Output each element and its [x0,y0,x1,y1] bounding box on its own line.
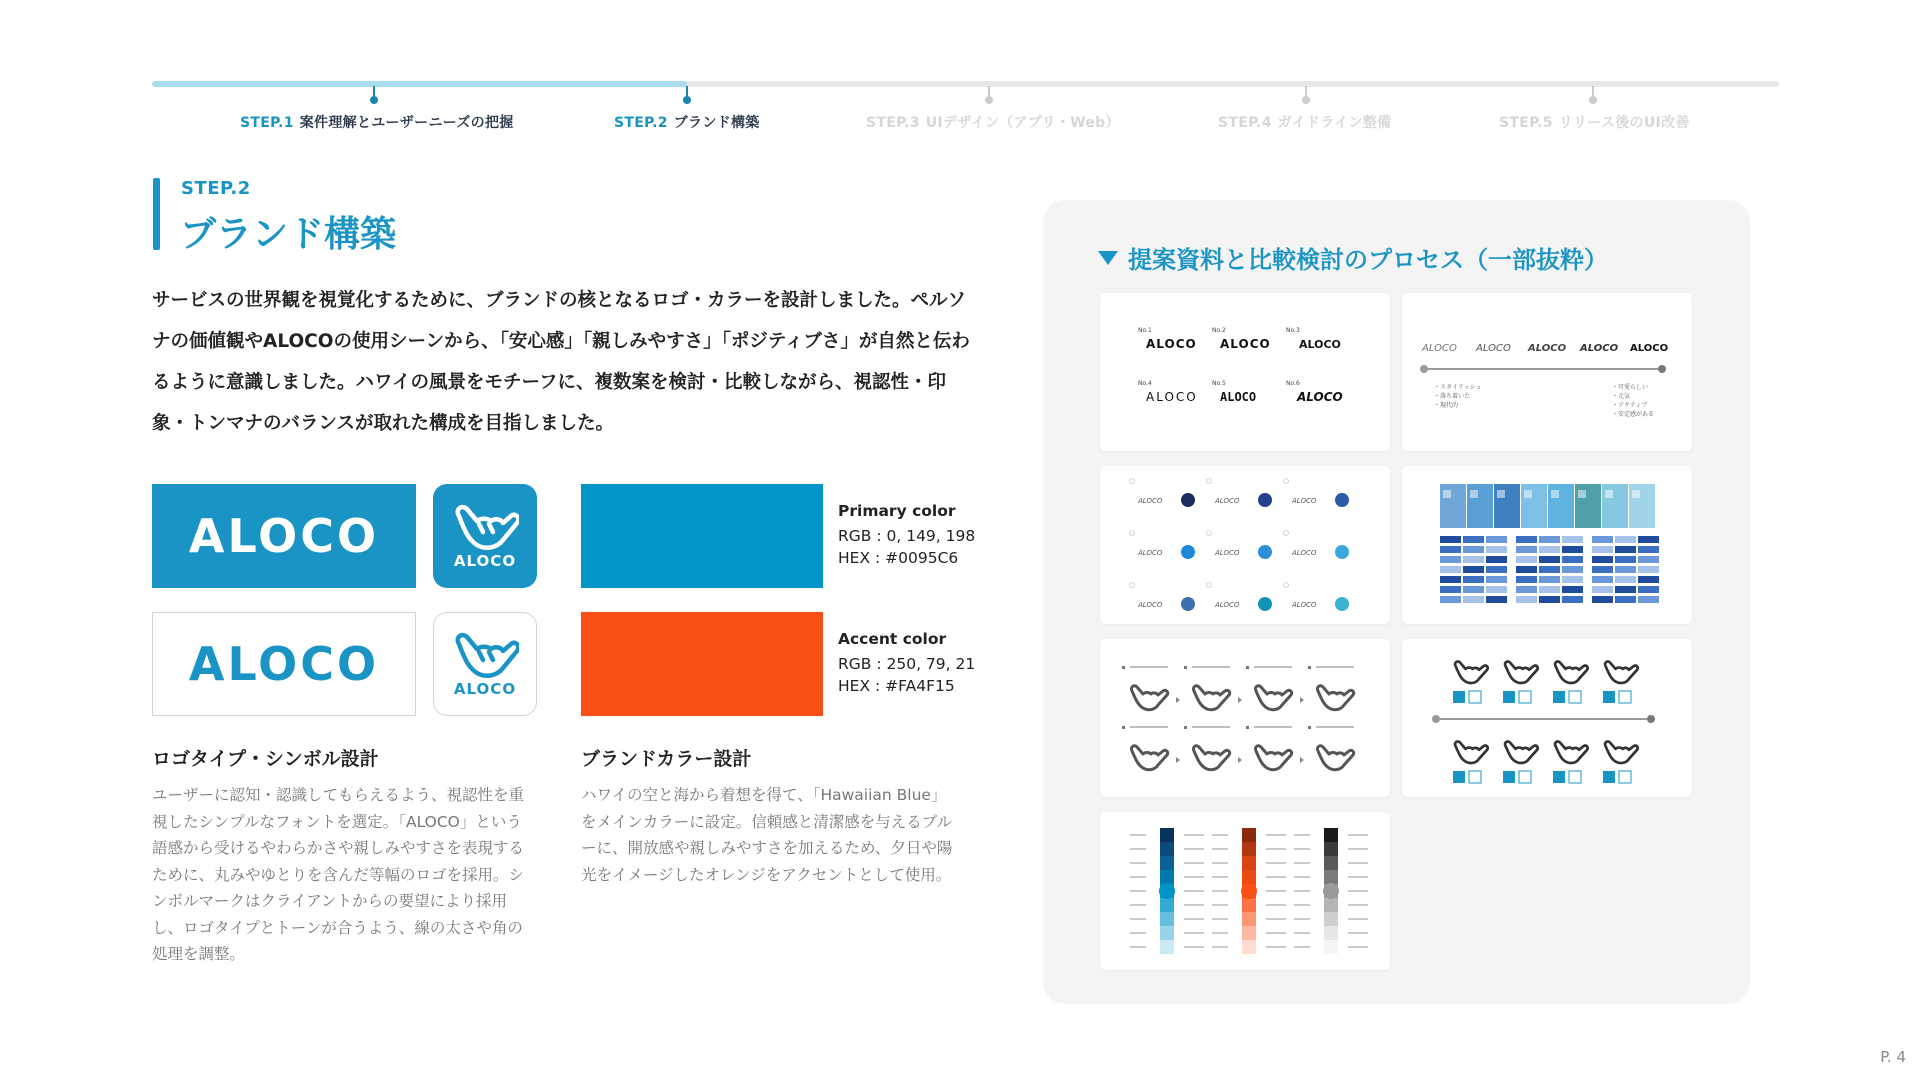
mood-swatch [1638,586,1659,593]
palette-swatch [1242,870,1256,884]
primary-color-info [838,500,975,569]
palette-main-dot [1323,883,1339,899]
candidate-logo: ALOCO [1220,390,1257,404]
mood-photo-icon [1551,490,1559,498]
mood-swatch [1539,546,1560,553]
palette-swatch [1160,912,1174,926]
mood-swatch [1539,566,1560,573]
shaka-hand-icon [1605,742,1638,764]
mood-swatch [1516,596,1537,603]
scale-note: ・スタイリッシュ [1434,384,1482,391]
mood-swatch [1539,576,1560,583]
step-3-marker [988,86,990,100]
palette-swatch [1160,856,1174,870]
arrow-icon [1176,697,1180,703]
sketch-marker [1308,726,1311,729]
candidate-no: No.4 [1138,380,1152,387]
palette-swatch [1242,828,1256,842]
mood-swatch [1463,586,1484,593]
symbol-swatch [1619,691,1631,703]
mood-swatch [1440,566,1461,573]
mood-swatch [1440,576,1461,583]
color-dot [1258,545,1272,559]
option-logo: ALOCO [1215,601,1240,609]
mood-swatch [1463,596,1484,603]
mood-swatch [1440,536,1461,543]
option-marker [1130,583,1135,588]
step-text: ブランド構築 [673,115,760,131]
palette-swatch [1324,926,1338,940]
heading-accent-bar [153,178,160,250]
mood-swatch [1592,546,1613,553]
logotype-text: ALOCO [188,509,380,563]
color-section-title: ブランドカラー設計 [581,748,752,770]
shaka-hand-icon [451,630,519,682]
shaka-hand-icon [1193,746,1229,770]
progress-track [152,81,1779,87]
sketch-marker [1246,726,1249,729]
step-1-label[interactable] [240,112,514,132]
color-dot [1181,545,1195,559]
logotype-blue [152,484,416,588]
step-1-marker [373,86,375,100]
mood-swatch [1440,586,1461,593]
mood-swatch [1638,566,1659,573]
color-rgb: RGB : 0, 149, 198 [838,527,976,545]
accent-color-info [838,628,975,697]
moodboard-thumbnail [1402,466,1692,624]
option-logo: ALOCO [1292,601,1317,609]
arrow-icon [1238,757,1242,763]
logotype-text: ALOCO [188,637,380,691]
scale-logo: ALOCO [1630,343,1669,354]
shaka-hand-icon [1193,686,1229,710]
palette-swatch [1324,842,1338,856]
scale-note: ・安定感がある [1612,411,1655,418]
mood-photo-icon [1497,490,1505,498]
symbol-swatch [1603,691,1615,703]
sketch-marker [1246,666,1249,669]
step-5-marker [1592,86,1594,100]
candidate-logo: ALOCO [1220,337,1271,351]
option-marker [1207,531,1212,536]
symbol-swatch [1519,771,1531,783]
scale-note: ・アクティブ [1612,402,1648,409]
palette-swatch [1324,828,1338,842]
mood-swatch [1516,586,1537,593]
shaka-hand-icon [1131,686,1167,710]
scale-logo: ALOCO [1528,343,1567,354]
palette-swatch [1160,940,1174,954]
mood-swatch [1539,556,1560,563]
mood-swatch [1592,556,1613,563]
shaka-hand-icon [1555,662,1588,684]
arrow-icon [1176,757,1180,763]
mood-swatch [1486,556,1507,563]
symbol-swatch [1553,691,1565,703]
panel-title-text: 提案資料と比較検討のプロセス（一部抜粋） [1128,246,1608,274]
symbol-swatch [1519,691,1531,703]
mood-swatch [1486,566,1507,573]
palette-swatch [1242,842,1256,856]
step-text: リリース後のUI改善 [1558,115,1690,131]
palette-swatch [1324,912,1338,926]
proposal-card-palette[interactable] [1100,812,1390,970]
scale-logo: ALOCO [1580,343,1619,354]
color-name: Primary color [838,502,956,520]
candidate-logo: ALOCO [1146,390,1198,404]
mood-swatch [1615,566,1636,573]
mood-swatch [1486,546,1507,553]
symbol-swatch [1503,691,1515,703]
mood-swatch [1516,556,1537,563]
color-dot [1335,597,1349,611]
candidate-no: No.5 [1212,380,1226,387]
accent-color-swatch [581,612,823,716]
symbol-scale-thumbnail [1402,639,1692,797]
step-text: UIデザイン（アプリ・Web） [925,115,1120,131]
mood-swatch [1592,566,1613,573]
color-dot [1258,493,1272,507]
shaka-hand-icon [1255,686,1291,710]
palette-swatch [1160,870,1174,884]
mood-swatch [1615,576,1636,583]
candidate-no: No.2 [1212,327,1226,334]
intro-text: サービスの世界観を視覚化するために、ブランドの核となるロゴ・カラーを設計しました。ペルソナの価値観やALOCOの使用シーンから、「安心感」「親しみやすさ」「ポジティブさ」が自然と伝わるように意識しました。ハワイの風景をモチーフに、複数案を検討・比較しながら、視認性・印象・トンマナのバランスが取れた構成を目指しました。 [152,290,970,434]
mood-swatch [1592,576,1613,583]
logo-candidates-thumbnail [1100,293,1390,451]
mood-photo-icon [1632,490,1640,498]
panel-title [1098,240,1608,275]
option-logo: ALOCO [1138,549,1163,557]
step-text: ガイドライン整備 [1277,115,1392,131]
palette-swatch [1160,926,1174,940]
mood-swatch [1486,536,1507,543]
logotype-white [152,612,416,716]
proposal-card-logo-candidates[interactable] [1100,293,1390,451]
mood-swatch [1539,596,1560,603]
symbol-swatch [1619,771,1631,783]
mood-swatch [1562,596,1583,603]
shaka-hand-icon [1505,742,1538,764]
palette-swatch [1242,898,1256,912]
sketch-marker [1184,666,1187,669]
symbol-text: ALOCO [453,552,517,570]
mood-swatch [1615,546,1636,553]
mood-swatch [1615,556,1636,563]
mood-swatch [1440,596,1461,603]
shaka-hand-icon [451,502,519,554]
palette-thumbnail [1100,812,1390,970]
palette-main-dot [1159,883,1175,899]
palette-swatch [1160,828,1174,842]
symbol-blue [433,484,537,588]
logo-scale-thumbnail [1402,293,1692,451]
symbol-swatch [1469,771,1481,783]
progress-fill [152,81,687,87]
option-logo: ALOCO [1215,549,1240,557]
palette-swatch [1242,856,1256,870]
shaka-hand-icon [1317,686,1353,710]
step-4-marker [1305,86,1307,100]
heading-step: STEP.2 [181,178,251,199]
mood-photo-icon [1605,490,1613,498]
symbol-swatch [1453,771,1465,783]
option-marker [1284,531,1289,536]
proposal-card-color-options[interactable] [1100,466,1390,624]
mood-photo-icon [1578,490,1586,498]
color-dot [1335,493,1349,507]
logo-section-body: ユーザーに認知・認識してもらえるよう、視認性を重視したシンプルなフォントを選定。「ALOCO」という語感から受けるやわらかさや親しみやすさを表現するために、丸みやゆとりを含んだ等幅のロゴを採用。シンボルマークはクライアントからの要望により採用し、ロゴタイプとトーンが合うよう、線の太さや角の処理を調整。 [152,786,525,963]
symbol-swatch [1469,691,1481,703]
shaka-hand-icon [1455,742,1488,764]
mood-swatch [1463,576,1484,583]
page-title: ブランド構築 [180,214,397,255]
option-logo: ALOCO [1138,497,1163,505]
palette-swatch [1242,926,1256,940]
mood-swatch [1592,536,1613,543]
mood-swatch [1592,596,1613,603]
mood-swatch [1463,536,1484,543]
sketch-marker [1122,666,1125,669]
mood-swatch [1539,536,1560,543]
arrow-icon [1300,757,1304,763]
palette-main-dot [1241,883,1257,899]
mood-swatch [1463,566,1484,573]
color-dot [1181,597,1195,611]
mood-photo-icon [1443,490,1451,498]
option-marker [1284,583,1289,588]
mood-swatch [1562,586,1583,593]
proposal-card-moodboard[interactable] [1402,466,1692,624]
palette-swatch [1324,940,1338,954]
arrow-icon [1238,697,1242,703]
candidate-no: No.1 [1138,327,1152,334]
color-hex: HEX : #0095C6 [838,549,959,567]
shaka-hand-icon [1555,742,1588,764]
mood-swatch [1562,566,1583,573]
color-section-body: ハワイの空と海から着想を得て、「Hawaiian Blue」をメインカラーに設定。信頼感と清潔感を与えるブルーに、開放感や親しみやすさを加えるため、夕日や陽光をイメージしたオレンジをアクセントとして使用。 [581,786,953,884]
color-dot [1335,545,1349,559]
option-logo: ALOCO [1292,549,1317,557]
palette-swatch [1242,940,1256,954]
symbol-swatch [1553,771,1565,783]
step-number: STEP.5 [1499,115,1553,131]
option-logo: ALOCO [1215,497,1240,505]
symbol-swatch [1569,771,1581,783]
mood-photo-icon [1524,490,1532,498]
symbol-swatch [1603,771,1615,783]
symbol-sketches-thumbnail [1100,639,1390,797]
mood-swatch [1516,566,1537,573]
mood-swatch [1562,536,1583,543]
proposal-card-logo-scale[interactable] [1402,293,1692,451]
scale-note: ・現代的 [1434,402,1459,409]
mood-swatch [1486,586,1507,593]
step-number: STEP.1 [240,115,294,131]
step-number: STEP.3 [866,115,920,131]
mood-swatch [1638,546,1659,553]
mood-swatch [1463,556,1484,563]
palette-swatch [1324,856,1338,870]
palette-swatch [1242,912,1256,926]
mood-swatch [1638,596,1659,603]
mood-swatch [1440,546,1461,553]
shaka-hand-icon [1455,662,1488,684]
palette-swatch [1324,870,1338,884]
color-rgb: RGB : 250, 79, 21 [838,655,976,673]
option-marker [1130,531,1135,536]
mood-swatch [1516,546,1537,553]
color-hex: HEX : #FA4F15 [838,677,955,695]
step-2-label[interactable] [614,112,760,132]
candidate-logo: ALOCO [1146,337,1197,351]
step-number: STEP.4 [1218,115,1272,131]
mood-swatch [1638,556,1659,563]
palette-swatch [1160,842,1174,856]
symbol-swatch [1453,691,1465,703]
candidate-no: No.3 [1286,327,1300,334]
candidate-logo: ALOCO [1299,338,1341,351]
mood-swatch [1562,556,1583,563]
primary-color-swatch [581,484,823,588]
mood-swatch [1615,586,1636,593]
step-text: 案件理解とユーザーニーズの把握 [299,115,514,131]
option-marker [1207,583,1212,588]
mood-swatch [1615,596,1636,603]
shaka-hand-icon [1255,746,1291,770]
mood-swatch [1562,576,1583,583]
mood-swatch [1562,546,1583,553]
mood-swatch [1615,536,1636,543]
palette-swatch [1324,898,1338,912]
option-marker [1130,479,1135,484]
scale-note: ・可愛らしい [1612,384,1649,391]
color-dot [1181,493,1195,507]
option-marker [1284,479,1289,484]
palette-swatch [1160,898,1174,912]
symbol-text: ALOCO [453,680,517,698]
logo-section-title: ロゴタイプ・シンボル設計 [152,748,379,770]
option-logo: ALOCO [1292,497,1317,505]
symbol-white [433,612,537,716]
option-logo: ALOCO [1138,601,1163,609]
sketch-marker [1308,666,1311,669]
step-4-label[interactable] [1218,112,1391,132]
mood-swatch [1638,536,1659,543]
shaka-hand-icon [1605,662,1638,684]
step-number: STEP.2 [614,115,668,131]
mood-swatch [1486,596,1507,603]
scale-note: ・落ち着いた [1434,393,1471,400]
symbol-swatch [1503,771,1515,783]
option-marker [1207,479,1212,484]
shaka-hand-icon [1505,662,1538,684]
mood-swatch [1516,536,1537,543]
color-name: Accent color [838,630,947,648]
scale-logo: ALOCO [1422,343,1457,354]
mood-photo-icon [1470,490,1478,498]
arrow-icon [1300,697,1304,703]
mood-swatch [1486,576,1507,583]
sketch-marker [1184,726,1187,729]
color-options-thumbnail [1100,466,1390,624]
color-dot [1258,597,1272,611]
mood-swatch [1440,556,1461,563]
triangle-down-icon [1098,251,1118,265]
candidate-no: No.6 [1286,380,1300,387]
symbol-swatch [1569,691,1581,703]
mood-swatch [1463,546,1484,553]
mood-swatch [1638,576,1659,583]
candidate-logo: ALOCO [1297,390,1343,404]
proposal-card-symbol-scale[interactable] [1402,639,1692,797]
scale-logo: ALOCO [1476,343,1511,354]
mood-swatch [1592,586,1613,593]
step-5-label[interactable] [1499,112,1690,132]
shaka-hand-icon [1131,746,1167,770]
mood-swatch [1516,576,1537,583]
shaka-hand-icon [1317,746,1353,770]
page-number: P. 4 [1880,1048,1906,1066]
mood-swatch [1539,586,1560,593]
scale-note: ・元気 [1612,393,1631,400]
sketch-marker [1122,726,1125,729]
step-2-marker [686,86,688,100]
step-3-label[interactable] [866,112,1120,132]
proposal-card-symbol-sketches[interactable] [1100,639,1390,797]
